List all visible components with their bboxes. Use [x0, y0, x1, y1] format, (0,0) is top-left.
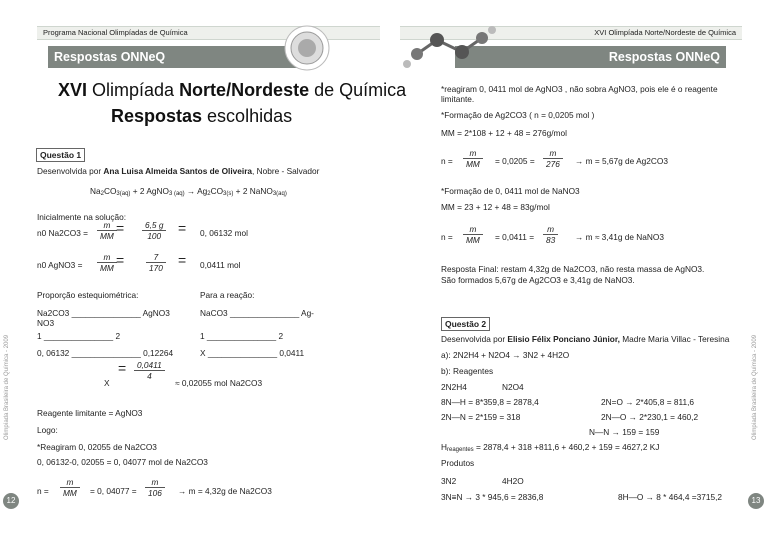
header-band-left: Programa Nacional Olimpíadas de Química [37, 26, 380, 40]
final-answer-1: Resposta Final: restam 4,32g de Na2CO3, não resta massa de AgNO3. [441, 264, 705, 274]
q2-part-b: b): Reagentes [441, 366, 494, 376]
eq-sign-5: = [118, 360, 127, 376]
molecule-logo-icon [267, 22, 502, 74]
n0-agno3-label: n0 AgNO3 = [37, 260, 83, 270]
reaction-label: Para a reação: [200, 290, 255, 300]
side-text-left: Olimpíada Brasileira de Química - 2009 [4, 334, 10, 440]
product-n2: 3N2 [441, 476, 457, 486]
eq-sign-2: = [178, 220, 187, 236]
products-label: Produtos [441, 458, 475, 468]
n-equals-r2: n = [441, 232, 453, 242]
r-para-1: *reagiram 0, 0411 mol de AgNO3 , não sobra AgNO3, pois ele é o reagente [441, 84, 718, 94]
value-00411: = 0,0411 = [495, 232, 535, 242]
q2-part-a: a): 2N2H4 + N2O4 → 3N2 + 4H2O [441, 350, 570, 360]
x-label: X [104, 378, 110, 388]
frac-65-100: $\frac{6,5 g}{100}$ [142, 220, 166, 241]
eq-sign-3: = [116, 252, 125, 268]
bond-nn: 2N—N = 2*159 = 318 [441, 412, 521, 422]
ratio-row-b-left: 1 _______________ 2 [37, 331, 121, 341]
result-1: 0, 06132 mol [200, 228, 248, 238]
side-text-right: Olimpíada Brasileira de Química - 2009 [752, 334, 758, 440]
eq-sign-4: = [178, 252, 187, 268]
bond-no-single: 2N—O → 2*230,1 = 460,2 [601, 412, 699, 422]
ratio-row-a-right: NaCO3 _______________ Ag- [200, 308, 314, 318]
bond-nn-2: N—N → 159 = 159 [589, 427, 660, 437]
bond-oh: 8H—O → 8 * 464,4 =3715,2 [618, 492, 723, 502]
initial-label: Inicialmente na solução: [37, 212, 127, 222]
ratio-row-c-right: X _______________ 0,0411 [200, 348, 305, 358]
frac-m-83: $\frac{m}{83}$ [543, 224, 558, 245]
n-equals-r1: n = [441, 156, 453, 166]
frac-m-mm-r1: $\frac{m}{MM}$ [463, 148, 483, 169]
logo-text: Logo: [37, 425, 58, 435]
q1-developer: Desenvolvida por Ana Luisa Almeida Santos de Oliveira, Nobre - Salvador [37, 166, 320, 176]
r-para-1b: limitante. [441, 94, 475, 104]
r-para-3: MM = 2*108 + 12 + 48 = 276g/mol [441, 128, 567, 138]
frac-m-mm-1: $\frac{m}{MM}$ [97, 220, 117, 241]
frac-m-mm-2: $\frac{m}{MM}$ [97, 252, 117, 273]
question-2-label: Questão 2 [441, 317, 490, 331]
r-para-4: *Formação de 0, 0411 mol de NaNO3 [441, 186, 580, 196]
product-h2o: 4H2O [502, 476, 524, 486]
header-bar-left: Respostas ONNeQ [48, 46, 314, 68]
frac-m-276: $\frac{m}{276}$ [543, 148, 563, 169]
frac-m-mm-r2: $\frac{m}{MM}$ [463, 224, 483, 245]
result-r2: → m ≈ 3,41g de NaNO3 [575, 232, 664, 242]
question-1-label: Questão 1 [36, 148, 85, 162]
result-r1: → m = 5,67g de Ag2CO3 [575, 156, 668, 166]
value-00205: = 0,0205 = [495, 156, 535, 166]
header-band-right: XVI Olimpíada Norte/Nordeste de Química [400, 26, 742, 40]
result-3: ≈ 0,02055 mol Na2CO3 [175, 378, 263, 388]
ratio-row-b-right: 1 _______________ 2 [200, 331, 284, 341]
bond-triple-nn: 3N≡N → 3 * 945,6 = 2836,8 [441, 492, 544, 502]
frac-7-170: $\frac{7}{170}$ [146, 252, 166, 273]
page-number-left: 12 [3, 493, 19, 509]
page-number-right: 13 [748, 493, 764, 509]
q1-equation: Na2CO3(aq) + 2 AgNO3 (aq) → Ag2CO3(s) + 2 NaNO3(aq) [90, 186, 287, 197]
n-equals-left: n = [37, 486, 49, 496]
ratio-row-a-left: Na2CO3 _______________ AgNO3 [37, 308, 170, 318]
reagent-n2o4: N2O4 [502, 382, 524, 392]
r-para-5: MM = 23 + 12 + 48 = 83g/mol [441, 202, 550, 212]
result-2: 0,0411 mol [200, 260, 241, 270]
bond-nh: 8N—H = 8*359,8 = 2878,4 [441, 397, 539, 407]
page-title: XVI Olimpíada Norte/Nordeste de Química [58, 80, 407, 100]
n0-na2co3-label: n0 Na2CO3 = [37, 228, 88, 238]
h-reagents: Hreagentes = 2878,4 + 318 +811,6 + 460,2 + 159 = 4627,2 KJ [441, 442, 660, 453]
q2-developer: Desenvolvida por Elisio Félix Ponciano Júnior, Madre Maria Villac - Teresina [441, 334, 730, 344]
page-subtitle: Respostas escolhidas [111, 106, 293, 126]
reagent-n2h4: 2N2H4 [441, 382, 467, 392]
reacted-text: *Reagiram 0, 02055 de Na2CO3 [37, 442, 157, 452]
final-answer-2: São formados 5,67g de Ag2CO3 e 3,41g de NaNO3. [441, 275, 635, 285]
bond-no-double: 2N=O → 2*405,8 = 811,6 [601, 397, 695, 407]
difference-text: 0, 06132-0, 02055 = 0, 04077 mol de Na2CO3 [37, 457, 208, 467]
eq-sign-1: = [116, 220, 125, 236]
ratio-row-a-left-2: NO3 [37, 318, 55, 328]
limiting-reagent: Reagente limitante = AgNO3 [37, 408, 143, 418]
frac-m-106: $\frac{m}{106}$ [145, 477, 165, 498]
result-4: → m = 4,32g de Na2CO3 [178, 486, 272, 496]
ratio-row-c-left: 0, 06132 _______________ 0,12264 [37, 348, 174, 358]
frac-0411-4: $\frac{0,0411}{4}$ [134, 360, 165, 381]
header-bar-right: Respostas ONNeQ [455, 46, 726, 68]
r-para-2: *Formação de Ag2CO3 ( n = 0,0205 mol ) [441, 110, 595, 120]
value-004077: = 0, 04077 = [90, 486, 137, 496]
frac-m-mm-3: $\frac{m}{MM}$ [60, 477, 80, 498]
proportion-label: Proporção estequiométrica: [37, 290, 139, 300]
